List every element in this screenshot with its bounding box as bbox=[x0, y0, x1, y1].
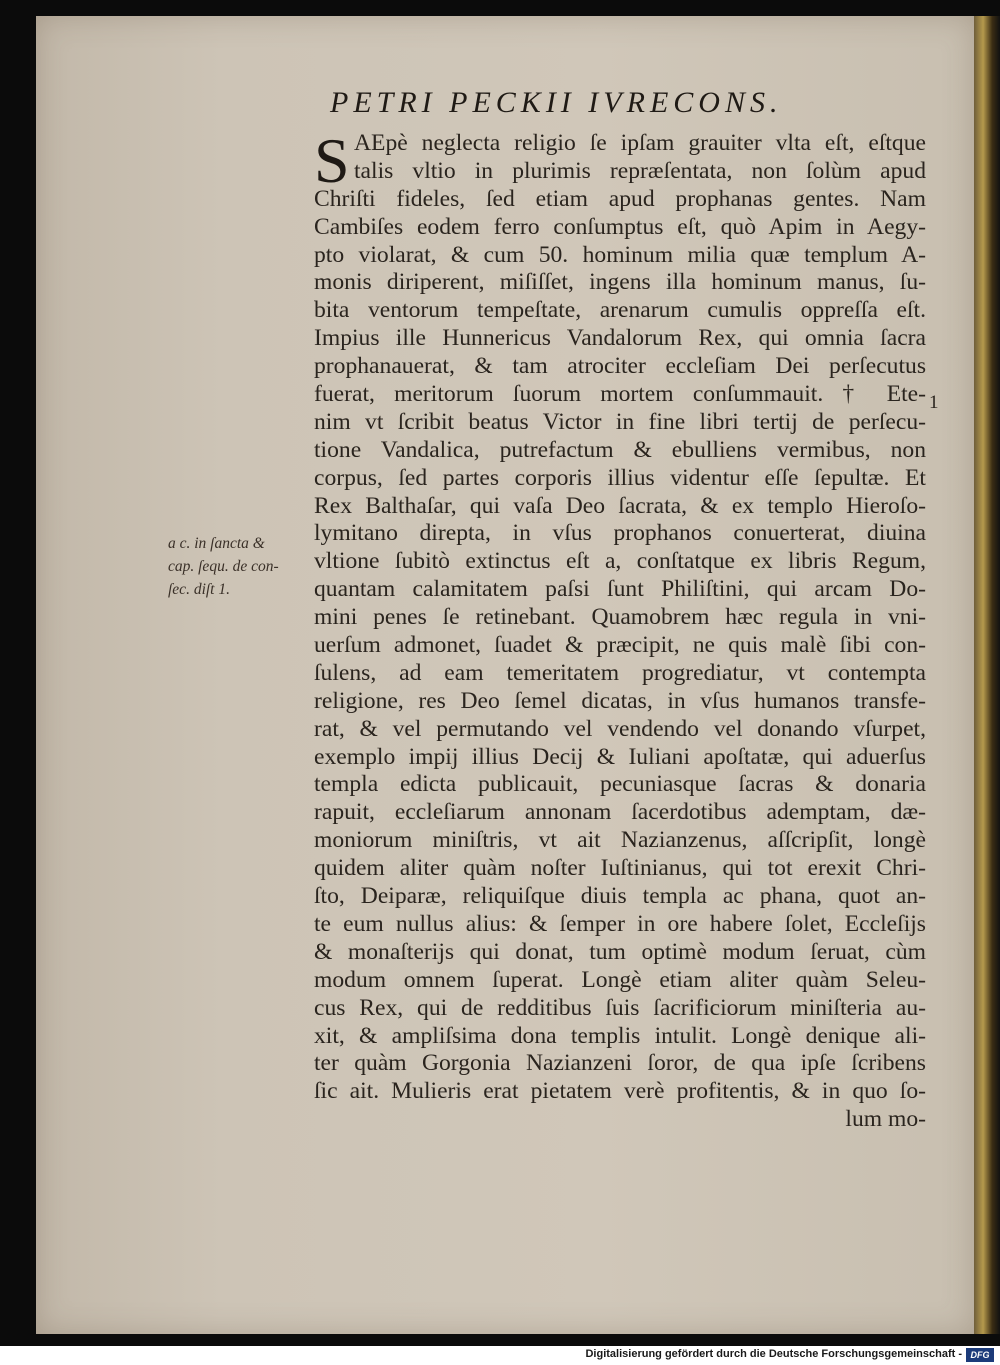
text-line: prophanauerat, & tam atrociter eccleſiam Dei perſecutus bbox=[314, 353, 926, 380]
text-line: xit, & ampliſsima dona templis intulit. Longè denique ali- bbox=[314, 1022, 926, 1049]
marginal-note bbox=[168, 532, 308, 601]
text-line: Rex Balthaſar, qui vaſa Deo ſacrata, & ex templo Hieroſo- bbox=[314, 492, 926, 519]
text-line: uerſum admonet, ſuadet & præcipit, ne quis malè ſibi con- bbox=[314, 632, 926, 659]
text-line: monis diriperent, miſiſſet, ingens illa hominum manus, ſu- bbox=[314, 269, 926, 296]
running-head: PETRI PECKII IVRECONS. bbox=[330, 86, 783, 119]
text-line: mini penes ſe retinebant. Quamobrem hæc regula in vni- bbox=[314, 604, 926, 631]
text-line: corpus, ſed partes corporis illius videntur eſſe ſepultæ. Et bbox=[314, 464, 926, 491]
text-line: Chriſti fideles, ſed etiam apud prophanas gentes. Nam bbox=[314, 185, 926, 212]
text-line: religione, res Deo ſemel dicatas, in vſus humanos transfe- bbox=[314, 687, 926, 714]
marginal-note-line: a c. in ſancta & bbox=[168, 535, 265, 552]
dfg-logo: DFG bbox=[966, 1348, 994, 1362]
text-line: ter quàm Gorgonia Nazianzeni ſoror, de qua ipſe ſcribens bbox=[314, 1050, 926, 1077]
text-line: AEpè neglecta religio ſe ipſam grauiter vlta eſt, eſtque bbox=[354, 130, 926, 156]
text-line: & monaſterijs qui donat, tum optimè modum ſeruat, cùm bbox=[314, 938, 926, 965]
text-line: cus Rex, qui de redditibus ſuis ſacrificiorum miniſteria au- bbox=[314, 994, 926, 1021]
text-line: quidem aliter quàm noſter Iuſtinianus, qui tot erexit Chri- bbox=[314, 855, 926, 882]
marginal-note-line: ſec. diſt 1. bbox=[168, 581, 230, 598]
text-line: exemplo impij illius Decij & Iuliani apoſtatæ, qui aduerſus bbox=[314, 743, 926, 770]
footer-text: Digitalisierung gefördert durch die Deutsche Forschungsgemeinschaft - bbox=[585, 1348, 962, 1360]
text-line: Impius ille Hunnericus Vandalorum Rex, qui omnia ſacra bbox=[314, 325, 926, 352]
drop-cap: S bbox=[314, 125, 350, 196]
margin-number: 1 bbox=[929, 392, 939, 413]
footer-bar bbox=[0, 1346, 1000, 1365]
text-line: fuerat, meritorum ſuorum mortem conſummauit. † Ete- bbox=[314, 381, 926, 408]
text-line: bita ventorum tempeſtate, arenarum cumulis oppreſſa eſt. bbox=[314, 297, 926, 324]
text-line: templa edicta publicauit, pecuniasque ſacras & donaria bbox=[314, 771, 926, 798]
text-line: ſic ait. Mulieris erat pietatem verè profitentis, & in quo ſo- bbox=[314, 1078, 926, 1105]
text-line: quantam calamitatem paſsi ſunt Philiſtini, qui arcam Do- bbox=[314, 576, 926, 603]
text-line: moniorum miniſtris, vt ait Nazianzenus, aſſcripſit, longè bbox=[314, 827, 926, 854]
book-spine-edge bbox=[974, 16, 1000, 1334]
marginal-note-line: cap. ſequ. de con- bbox=[168, 558, 279, 575]
text-line: Cambiſes eodem ferro conſumptus eſt, quò Apim in Aegy- bbox=[314, 213, 926, 240]
text-line: modum omnem ſuperat. Longè etiam aliter quàm Seleu- bbox=[314, 966, 926, 993]
text-line: lymitano direpta, in vſus prophanos conuerterat, diuina bbox=[314, 520, 926, 547]
text-line: vltione ſubitò extinctus eſt a, conſtatque ex libris Regum, bbox=[314, 548, 926, 575]
text-line: rat, & vel permutando vel vendendo vel donando vſurpet, bbox=[314, 715, 926, 742]
body-text bbox=[314, 125, 926, 1134]
text-line: talis vltio in plurimis repræſentata, non ſolùm apud bbox=[354, 157, 926, 184]
text-line: nim vt ſcribit beatus Victor in fine libri tertij de perſecu- bbox=[314, 408, 926, 435]
text-line: rapuit, eccleſiarum annonam ſacerdotibus ademptam, dæ- bbox=[314, 799, 926, 826]
text-line: te eum nullus alius: & ſemper in ore habere ſolet, Eccleſijs bbox=[314, 910, 926, 937]
text-line: tione Vandalica, putrefactum & ebulliens vermibus, non bbox=[314, 436, 926, 463]
text-line: ſto, Deiparæ, reliquiſque diuis templa ac phana, quot an- bbox=[314, 883, 926, 910]
text-line: lum mo- bbox=[845, 1106, 926, 1133]
text-line: ſulens, ad eam temeritatem progrediatur, vt contempta bbox=[314, 659, 926, 686]
text-line: pto violarat, & cum 50. hominum milia quæ templum A- bbox=[314, 241, 926, 268]
